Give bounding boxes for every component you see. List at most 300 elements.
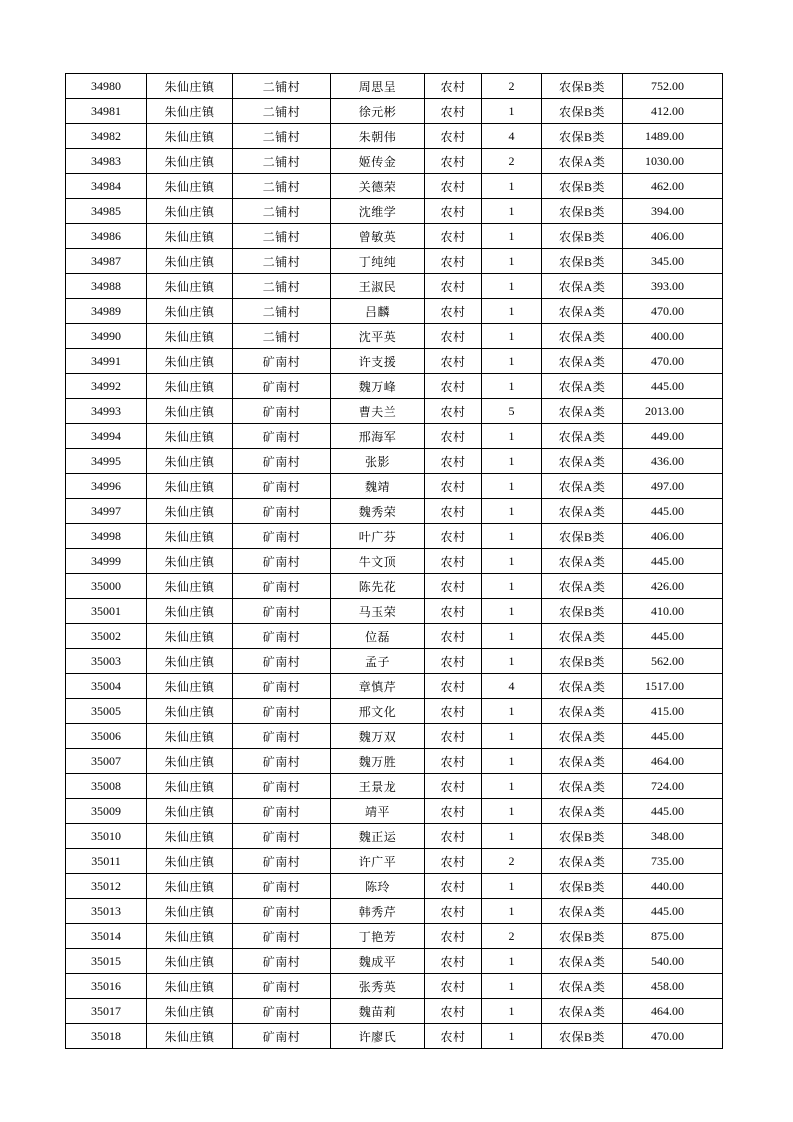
cell-id: 34999 bbox=[66, 549, 147, 574]
cell-id: 34988 bbox=[66, 274, 147, 299]
table-row bbox=[66, 699, 723, 724]
cell-town: 朱仙庄镇 bbox=[147, 399, 233, 424]
cell-category: 农保B类 bbox=[542, 824, 623, 849]
cell-count: 1 bbox=[482, 224, 542, 249]
cell-id: 35004 bbox=[66, 674, 147, 699]
table-row bbox=[66, 324, 723, 349]
cell-town: 朱仙庄镇 bbox=[147, 799, 233, 824]
cell-type: 农村 bbox=[425, 824, 482, 849]
cell-town: 朱仙庄镇 bbox=[147, 574, 233, 599]
cell-id: 34997 bbox=[66, 499, 147, 524]
cell-category: 农保B类 bbox=[542, 649, 623, 674]
cell-town: 朱仙庄镇 bbox=[147, 299, 233, 324]
cell-type: 农村 bbox=[425, 624, 482, 649]
cell-type: 农村 bbox=[425, 299, 482, 324]
cell-name: 陈玲 bbox=[331, 874, 425, 899]
cell-amount: 462.00 bbox=[623, 174, 723, 199]
cell-amount: 445.00 bbox=[623, 724, 723, 749]
cell-category: 农保A类 bbox=[542, 399, 623, 424]
cell-amount: 394.00 bbox=[623, 199, 723, 224]
cell-type: 农村 bbox=[425, 149, 482, 174]
cell-id: 34987 bbox=[66, 249, 147, 274]
cell-category: 农保A类 bbox=[542, 349, 623, 374]
cell-category: 农保A类 bbox=[542, 774, 623, 799]
cell-village: 矿南村 bbox=[233, 749, 331, 774]
cell-town: 朱仙庄镇 bbox=[147, 149, 233, 174]
cell-village: 矿南村 bbox=[233, 724, 331, 749]
cell-id: 35000 bbox=[66, 574, 147, 599]
cell-id: 35007 bbox=[66, 749, 147, 774]
cell-name: 陈先花 bbox=[331, 574, 425, 599]
cell-count: 1 bbox=[482, 949, 542, 974]
cell-amount: 470.00 bbox=[623, 1024, 723, 1049]
cell-village: 二铺村 bbox=[233, 249, 331, 274]
table-body bbox=[66, 74, 723, 1049]
table-row bbox=[66, 74, 723, 99]
cell-town: 朱仙庄镇 bbox=[147, 374, 233, 399]
cell-category: 农保B类 bbox=[542, 1024, 623, 1049]
cell-count: 1 bbox=[482, 549, 542, 574]
cell-name: 徐元彬 bbox=[331, 99, 425, 124]
cell-type: 农村 bbox=[425, 249, 482, 274]
cell-name: 沈平英 bbox=[331, 324, 425, 349]
table-row bbox=[66, 749, 723, 774]
cell-count: 1 bbox=[482, 774, 542, 799]
cell-category: 农保A类 bbox=[542, 574, 623, 599]
cell-name: 许广平 bbox=[331, 849, 425, 874]
cell-amount: 440.00 bbox=[623, 874, 723, 899]
cell-id: 35003 bbox=[66, 649, 147, 674]
cell-type: 农村 bbox=[425, 899, 482, 924]
cell-count: 1 bbox=[482, 1024, 542, 1049]
table-row bbox=[66, 674, 723, 699]
table-row bbox=[66, 249, 723, 274]
cell-type: 农村 bbox=[425, 324, 482, 349]
table-row bbox=[66, 849, 723, 874]
table-row bbox=[66, 874, 723, 899]
cell-count: 1 bbox=[482, 899, 542, 924]
cell-village: 矿南村 bbox=[233, 349, 331, 374]
cell-village: 矿南村 bbox=[233, 849, 331, 874]
cell-name: 许支援 bbox=[331, 349, 425, 374]
cell-id: 35012 bbox=[66, 874, 147, 899]
cell-name: 位磊 bbox=[331, 624, 425, 649]
cell-village: 矿南村 bbox=[233, 1024, 331, 1049]
cell-category: 农保A类 bbox=[542, 274, 623, 299]
cell-id: 34995 bbox=[66, 449, 147, 474]
cell-amount: 426.00 bbox=[623, 574, 723, 599]
cell-category: 农保B类 bbox=[542, 224, 623, 249]
cell-village: 矿南村 bbox=[233, 974, 331, 999]
table-row bbox=[66, 899, 723, 924]
table-row bbox=[66, 349, 723, 374]
cell-category: 农保A类 bbox=[542, 674, 623, 699]
cell-amount: 445.00 bbox=[623, 799, 723, 824]
records-table bbox=[65, 73, 723, 1049]
cell-type: 农村 bbox=[425, 424, 482, 449]
cell-category: 农保A类 bbox=[542, 999, 623, 1024]
cell-name: 魏万胜 bbox=[331, 749, 425, 774]
cell-id: 34991 bbox=[66, 349, 147, 374]
cell-village: 矿南村 bbox=[233, 474, 331, 499]
cell-name: 张秀英 bbox=[331, 974, 425, 999]
cell-amount: 400.00 bbox=[623, 324, 723, 349]
cell-id: 34992 bbox=[66, 374, 147, 399]
cell-id: 34982 bbox=[66, 124, 147, 149]
cell-count: 1 bbox=[482, 499, 542, 524]
cell-village: 二铺村 bbox=[233, 199, 331, 224]
cell-amount: 1489.00 bbox=[623, 124, 723, 149]
cell-type: 农村 bbox=[425, 124, 482, 149]
cell-count: 1 bbox=[482, 349, 542, 374]
cell-village: 矿南村 bbox=[233, 499, 331, 524]
cell-id: 35017 bbox=[66, 999, 147, 1024]
cell-town: 朱仙庄镇 bbox=[147, 724, 233, 749]
table-row bbox=[66, 124, 723, 149]
cell-name: 吕麟 bbox=[331, 299, 425, 324]
cell-name: 魏秀荣 bbox=[331, 499, 425, 524]
cell-id: 35008 bbox=[66, 774, 147, 799]
cell-town: 朱仙庄镇 bbox=[147, 199, 233, 224]
cell-category: 农保B类 bbox=[542, 249, 623, 274]
table-row bbox=[66, 424, 723, 449]
cell-amount: 445.00 bbox=[623, 549, 723, 574]
cell-village: 矿南村 bbox=[233, 774, 331, 799]
cell-category: 农保B类 bbox=[542, 124, 623, 149]
cell-count: 1 bbox=[482, 249, 542, 274]
cell-category: 农保B类 bbox=[542, 99, 623, 124]
cell-village: 二铺村 bbox=[233, 299, 331, 324]
cell-town: 朱仙庄镇 bbox=[147, 749, 233, 774]
cell-count: 4 bbox=[482, 674, 542, 699]
cell-amount: 464.00 bbox=[623, 999, 723, 1024]
cell-id: 34990 bbox=[66, 324, 147, 349]
cell-count: 1 bbox=[482, 599, 542, 624]
cell-village: 矿南村 bbox=[233, 624, 331, 649]
cell-category: 农保A类 bbox=[542, 949, 623, 974]
cell-count: 1 bbox=[482, 374, 542, 399]
cell-village: 矿南村 bbox=[233, 824, 331, 849]
cell-category: 农保A类 bbox=[542, 424, 623, 449]
cell-type: 农村 bbox=[425, 349, 482, 374]
cell-id: 35018 bbox=[66, 1024, 147, 1049]
cell-town: 朱仙庄镇 bbox=[147, 824, 233, 849]
cell-town: 朱仙庄镇 bbox=[147, 624, 233, 649]
cell-id: 34981 bbox=[66, 99, 147, 124]
cell-id: 34996 bbox=[66, 474, 147, 499]
cell-name: 邢文化 bbox=[331, 699, 425, 724]
cell-amount: 562.00 bbox=[623, 649, 723, 674]
cell-category: 农保B类 bbox=[542, 199, 623, 224]
cell-town: 朱仙庄镇 bbox=[147, 274, 233, 299]
cell-village: 矿南村 bbox=[233, 924, 331, 949]
cell-type: 农村 bbox=[425, 474, 482, 499]
cell-name: 魏靖 bbox=[331, 474, 425, 499]
cell-amount: 470.00 bbox=[623, 299, 723, 324]
cell-amount: 752.00 bbox=[623, 74, 723, 99]
cell-amount: 875.00 bbox=[623, 924, 723, 949]
cell-town: 朱仙庄镇 bbox=[147, 524, 233, 549]
cell-category: 农保A类 bbox=[542, 299, 623, 324]
table-row bbox=[66, 599, 723, 624]
cell-id: 35015 bbox=[66, 949, 147, 974]
cell-village: 二铺村 bbox=[233, 124, 331, 149]
cell-id: 35009 bbox=[66, 799, 147, 824]
cell-id: 35002 bbox=[66, 624, 147, 649]
cell-count: 2 bbox=[482, 924, 542, 949]
cell-type: 农村 bbox=[425, 99, 482, 124]
cell-id: 35013 bbox=[66, 899, 147, 924]
table-row bbox=[66, 199, 723, 224]
table-row bbox=[66, 799, 723, 824]
cell-village: 矿南村 bbox=[233, 399, 331, 424]
cell-count: 1 bbox=[482, 974, 542, 999]
cell-type: 农村 bbox=[425, 849, 482, 874]
cell-name: 周思呈 bbox=[331, 74, 425, 99]
cell-count: 2 bbox=[482, 74, 542, 99]
cell-id: 34989 bbox=[66, 299, 147, 324]
cell-amount: 406.00 bbox=[623, 524, 723, 549]
cell-town: 朱仙庄镇 bbox=[147, 349, 233, 374]
cell-town: 朱仙庄镇 bbox=[147, 999, 233, 1024]
cell-type: 农村 bbox=[425, 599, 482, 624]
table-row bbox=[66, 649, 723, 674]
cell-village: 二铺村 bbox=[233, 324, 331, 349]
cell-town: 朱仙庄镇 bbox=[147, 849, 233, 874]
cell-amount: 470.00 bbox=[623, 349, 723, 374]
cell-id: 34998 bbox=[66, 524, 147, 549]
cell-amount: 497.00 bbox=[623, 474, 723, 499]
table-row bbox=[66, 449, 723, 474]
table-row bbox=[66, 174, 723, 199]
cell-town: 朱仙庄镇 bbox=[147, 949, 233, 974]
cell-type: 农村 bbox=[425, 674, 482, 699]
table-row bbox=[66, 824, 723, 849]
cell-amount: 540.00 bbox=[623, 949, 723, 974]
cell-town: 朱仙庄镇 bbox=[147, 99, 233, 124]
table-row bbox=[66, 399, 723, 424]
cell-category: 农保A类 bbox=[542, 149, 623, 174]
cell-amount: 1517.00 bbox=[623, 674, 723, 699]
cell-name: 许廖氏 bbox=[331, 1024, 425, 1049]
cell-amount: 464.00 bbox=[623, 749, 723, 774]
cell-village: 矿南村 bbox=[233, 524, 331, 549]
cell-category: 农保B类 bbox=[542, 924, 623, 949]
table-row bbox=[66, 149, 723, 174]
table-row bbox=[66, 624, 723, 649]
cell-amount: 2013.00 bbox=[623, 399, 723, 424]
table-row bbox=[66, 224, 723, 249]
cell-id: 34986 bbox=[66, 224, 147, 249]
cell-category: 农保B类 bbox=[542, 874, 623, 899]
cell-town: 朱仙庄镇 bbox=[147, 774, 233, 799]
cell-count: 1 bbox=[482, 824, 542, 849]
cell-village: 二铺村 bbox=[233, 99, 331, 124]
cell-type: 农村 bbox=[425, 924, 482, 949]
cell-name: 姬传金 bbox=[331, 149, 425, 174]
table-row bbox=[66, 374, 723, 399]
cell-amount: 406.00 bbox=[623, 224, 723, 249]
cell-town: 朱仙庄镇 bbox=[147, 549, 233, 574]
cell-count: 1 bbox=[482, 299, 542, 324]
cell-village: 矿南村 bbox=[233, 674, 331, 699]
cell-category: 农保A类 bbox=[542, 899, 623, 924]
table-row bbox=[66, 549, 723, 574]
cell-type: 农村 bbox=[425, 774, 482, 799]
cell-village: 二铺村 bbox=[233, 74, 331, 99]
cell-amount: 445.00 bbox=[623, 624, 723, 649]
cell-type: 农村 bbox=[425, 699, 482, 724]
table-row bbox=[66, 949, 723, 974]
cell-id: 34985 bbox=[66, 199, 147, 224]
cell-type: 农村 bbox=[425, 874, 482, 899]
cell-name: 张影 bbox=[331, 449, 425, 474]
cell-town: 朱仙庄镇 bbox=[147, 174, 233, 199]
cell-category: 农保B类 bbox=[542, 599, 623, 624]
cell-village: 矿南村 bbox=[233, 374, 331, 399]
cell-town: 朱仙庄镇 bbox=[147, 249, 233, 274]
cell-count: 1 bbox=[482, 749, 542, 774]
cell-category: 农保A类 bbox=[542, 499, 623, 524]
cell-id: 35005 bbox=[66, 699, 147, 724]
cell-count: 1 bbox=[482, 99, 542, 124]
cell-category: 农保B类 bbox=[542, 174, 623, 199]
cell-amount: 415.00 bbox=[623, 699, 723, 724]
cell-id: 34994 bbox=[66, 424, 147, 449]
table-row bbox=[66, 299, 723, 324]
cell-town: 朱仙庄镇 bbox=[147, 599, 233, 624]
cell-name: 魏万峰 bbox=[331, 374, 425, 399]
cell-count: 1 bbox=[482, 524, 542, 549]
cell-name: 韩秀芹 bbox=[331, 899, 425, 924]
cell-count: 1 bbox=[482, 999, 542, 1024]
cell-town: 朱仙庄镇 bbox=[147, 674, 233, 699]
cell-category: 农保A类 bbox=[542, 849, 623, 874]
cell-name: 王景龙 bbox=[331, 774, 425, 799]
table-row bbox=[66, 524, 723, 549]
cell-category: 农保A类 bbox=[542, 974, 623, 999]
cell-amount: 724.00 bbox=[623, 774, 723, 799]
cell-id: 34983 bbox=[66, 149, 147, 174]
cell-name: 牛文顶 bbox=[331, 549, 425, 574]
cell-type: 农村 bbox=[425, 649, 482, 674]
cell-type: 农村 bbox=[425, 449, 482, 474]
cell-count: 4 bbox=[482, 124, 542, 149]
cell-id: 35010 bbox=[66, 824, 147, 849]
cell-type: 农村 bbox=[425, 224, 482, 249]
cell-name: 靖平 bbox=[331, 799, 425, 824]
cell-count: 1 bbox=[482, 649, 542, 674]
cell-village: 矿南村 bbox=[233, 999, 331, 1024]
cell-amount: 458.00 bbox=[623, 974, 723, 999]
cell-count: 1 bbox=[482, 724, 542, 749]
cell-village: 矿南村 bbox=[233, 699, 331, 724]
cell-village: 矿南村 bbox=[233, 599, 331, 624]
cell-town: 朱仙庄镇 bbox=[147, 74, 233, 99]
cell-type: 农村 bbox=[425, 974, 482, 999]
table-row bbox=[66, 574, 723, 599]
cell-count: 1 bbox=[482, 699, 542, 724]
cell-category: 农保A类 bbox=[542, 449, 623, 474]
cell-town: 朱仙庄镇 bbox=[147, 224, 233, 249]
cell-amount: 449.00 bbox=[623, 424, 723, 449]
cell-type: 农村 bbox=[425, 499, 482, 524]
cell-category: 农保A类 bbox=[542, 624, 623, 649]
cell-name: 丁艳芳 bbox=[331, 924, 425, 949]
cell-id: 35001 bbox=[66, 599, 147, 624]
cell-name: 丁纯纯 bbox=[331, 249, 425, 274]
table-row bbox=[66, 499, 723, 524]
cell-town: 朱仙庄镇 bbox=[147, 449, 233, 474]
cell-name: 关德荣 bbox=[331, 174, 425, 199]
cell-amount: 345.00 bbox=[623, 249, 723, 274]
cell-town: 朱仙庄镇 bbox=[147, 974, 233, 999]
table-row bbox=[66, 924, 723, 949]
cell-village: 矿南村 bbox=[233, 949, 331, 974]
cell-type: 农村 bbox=[425, 574, 482, 599]
cell-type: 农村 bbox=[425, 549, 482, 574]
cell-town: 朱仙庄镇 bbox=[147, 899, 233, 924]
cell-amount: 393.00 bbox=[623, 274, 723, 299]
cell-name: 马玉荣 bbox=[331, 599, 425, 624]
cell-name: 王淑民 bbox=[331, 274, 425, 299]
cell-amount: 735.00 bbox=[623, 849, 723, 874]
cell-name: 朱朝伟 bbox=[331, 124, 425, 149]
cell-category: 农保B类 bbox=[542, 74, 623, 99]
cell-category: 农保A类 bbox=[542, 474, 623, 499]
cell-type: 农村 bbox=[425, 949, 482, 974]
cell-count: 1 bbox=[482, 474, 542, 499]
cell-id: 35016 bbox=[66, 974, 147, 999]
cell-amount: 445.00 bbox=[623, 374, 723, 399]
cell-amount: 1030.00 bbox=[623, 149, 723, 174]
cell-name: 叶广芬 bbox=[331, 524, 425, 549]
cell-type: 农村 bbox=[425, 724, 482, 749]
cell-town: 朱仙庄镇 bbox=[147, 924, 233, 949]
cell-count: 5 bbox=[482, 399, 542, 424]
cell-type: 农村 bbox=[425, 274, 482, 299]
cell-category: 农保A类 bbox=[542, 724, 623, 749]
cell-village: 二铺村 bbox=[233, 224, 331, 249]
cell-village: 二铺村 bbox=[233, 274, 331, 299]
table-row bbox=[66, 99, 723, 124]
cell-town: 朱仙庄镇 bbox=[147, 499, 233, 524]
cell-id: 35006 bbox=[66, 724, 147, 749]
cell-amount: 412.00 bbox=[623, 99, 723, 124]
cell-category: 农保B类 bbox=[542, 524, 623, 549]
cell-amount: 348.00 bbox=[623, 824, 723, 849]
cell-town: 朱仙庄镇 bbox=[147, 699, 233, 724]
table-row bbox=[66, 724, 723, 749]
cell-category: 农保A类 bbox=[542, 749, 623, 774]
table-row bbox=[66, 974, 723, 999]
cell-id: 35014 bbox=[66, 924, 147, 949]
cell-name: 魏苗莉 bbox=[331, 999, 425, 1024]
cell-name: 魏万双 bbox=[331, 724, 425, 749]
cell-town: 朱仙庄镇 bbox=[147, 1024, 233, 1049]
cell-type: 农村 bbox=[425, 1024, 482, 1049]
cell-category: 农保A类 bbox=[542, 699, 623, 724]
cell-village: 二铺村 bbox=[233, 149, 331, 174]
cell-amount: 445.00 bbox=[623, 899, 723, 924]
cell-town: 朱仙庄镇 bbox=[147, 874, 233, 899]
cell-count: 1 bbox=[482, 199, 542, 224]
cell-id: 35011 bbox=[66, 849, 147, 874]
cell-count: 1 bbox=[482, 424, 542, 449]
cell-town: 朱仙庄镇 bbox=[147, 474, 233, 499]
cell-village: 矿南村 bbox=[233, 649, 331, 674]
cell-count: 2 bbox=[482, 149, 542, 174]
